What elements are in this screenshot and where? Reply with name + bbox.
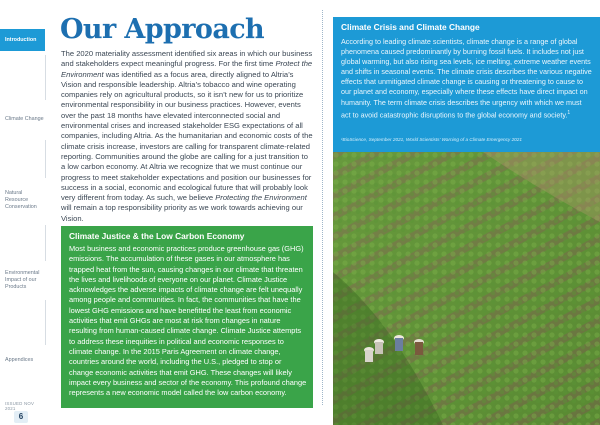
footnote-marker: 1 [567, 109, 571, 116]
climate-justice-title: Climate Justice & the Low Carbon Economy [69, 231, 245, 241]
emphasis-text: Protecting the Environment [215, 193, 307, 203]
climate-justice-text: Most business and economic practices produce greenhouse gas (GHG) emissions. The accumulation of these gases in our atmosphere has trapped heat from the sun, causing changes in our climate that threaten the lives and livelihoods of everyone on our planet. Climate Justice acknowledges the adverse impacts of climate change are felt unequally among people and communities. In fact, the communities that have the lowest GHG emissions and have benefitted the least from economic activities that emit GHGs are most at risk from changes in nature resulting from human-caused climate change. Climate Justice attempts to address these inequities in political and economic responses to climate change. In the 2015 Paris Agreement on climate change, countries around the world, including the U.S., pledged to stop or change economic activities that emit GHG. These changes will likely impact every business and sector of the economy. This profound change represents a new economic model called the low carbon economy. [69, 244, 307, 398]
sidebar-divider [45, 225, 46, 261]
sidebar-item-label: Climate Change [5, 116, 44, 122]
climate-crisis-body: According to leading climate scientists, climate change is a range of global phenomena caused predominantly by burning fossil fuels. It includes not just global warming, but also rising sea levels, ice melting, extreme weather events and shifts in seasonal events. The climate crisis describes the various negative effects that unmitigated climate change is causing or threatening to cause to our planet and economy, especially where these effects have direct impact on humanity. The term climate crisis describes the urgency with which we must act to avoid catastrophic disruptions to the global economy and society. [341, 37, 592, 120]
sidebar-item-appendices[interactable] [0, 357, 45, 364]
emphasis-text: Protect the Environment [61, 59, 313, 79]
page-number: 6 [14, 411, 28, 423]
body-text-part: was identified as a focus area, directly aligned to Altria’s Vision and responsible leadership. Altria’s tobacco and wine operating companies rely on agricultural products, so it isn’t new for us to prioritize environmental responsibility in our business practices. However, events over the past 18 months have elevated interconnected social and environmental crises and increased stakeholder ESG expectations of all companies, including Altria. As the humanitarian and economic costs of the climate crisis increase, investors are calling for transparent climate-related reporting. Communities around the globe are calling for a just transition to a low carbon economy. At Altria we recognize that we must continue our progress to meet stakeholder expectations and position our businesses for success in a social, economic and ecological future that will probably look very different from today. As such, we believe [61, 69, 313, 203]
sidebar-item-label: Environmental Impact of our Products [5, 270, 40, 290]
sidebar-nav [0, 0, 45, 425]
sidebar-divider [45, 140, 46, 178]
body-text-part: will remain a top responsibility priority as we work towards achieving our Vision. [61, 203, 303, 223]
sidebar-item-label: Introduction [5, 36, 37, 43]
sidebar-divider [45, 300, 46, 345]
field-illustration [333, 152, 600, 425]
tobacco-field-photo [333, 152, 600, 425]
sidebar-item-natural-resource-conservation[interactable] [0, 190, 45, 211]
issued-date: ISSUED NOV 2021 [5, 401, 35, 411]
climate-crisis-title: Climate Crisis and Climate Change [341, 22, 480, 32]
sidebar-item-climate-change[interactable] [0, 116, 45, 123]
sidebar-item-environmental-impact[interactable] [0, 270, 45, 291]
column-divider [322, 10, 323, 405]
page-title: Our Approach [60, 14, 265, 45]
climate-crisis-text [341, 37, 593, 120]
sidebar-item-introduction[interactable] [0, 29, 45, 51]
body-text-part: The 2020 materiality assessment identified six areas in which our business and stakeholders expect meaningful progress. For the first time [61, 49, 313, 69]
sidebar-divider [45, 55, 46, 100]
sidebar-item-label: Appendices [5, 357, 34, 363]
sidebar-item-label: Natural Resource Conservation [5, 190, 37, 210]
footnote: ¹BioScience, September 2021, World Scientists’ Warning of a Climate Emergency 2021 [341, 137, 522, 142]
intro-paragraph [61, 49, 313, 224]
